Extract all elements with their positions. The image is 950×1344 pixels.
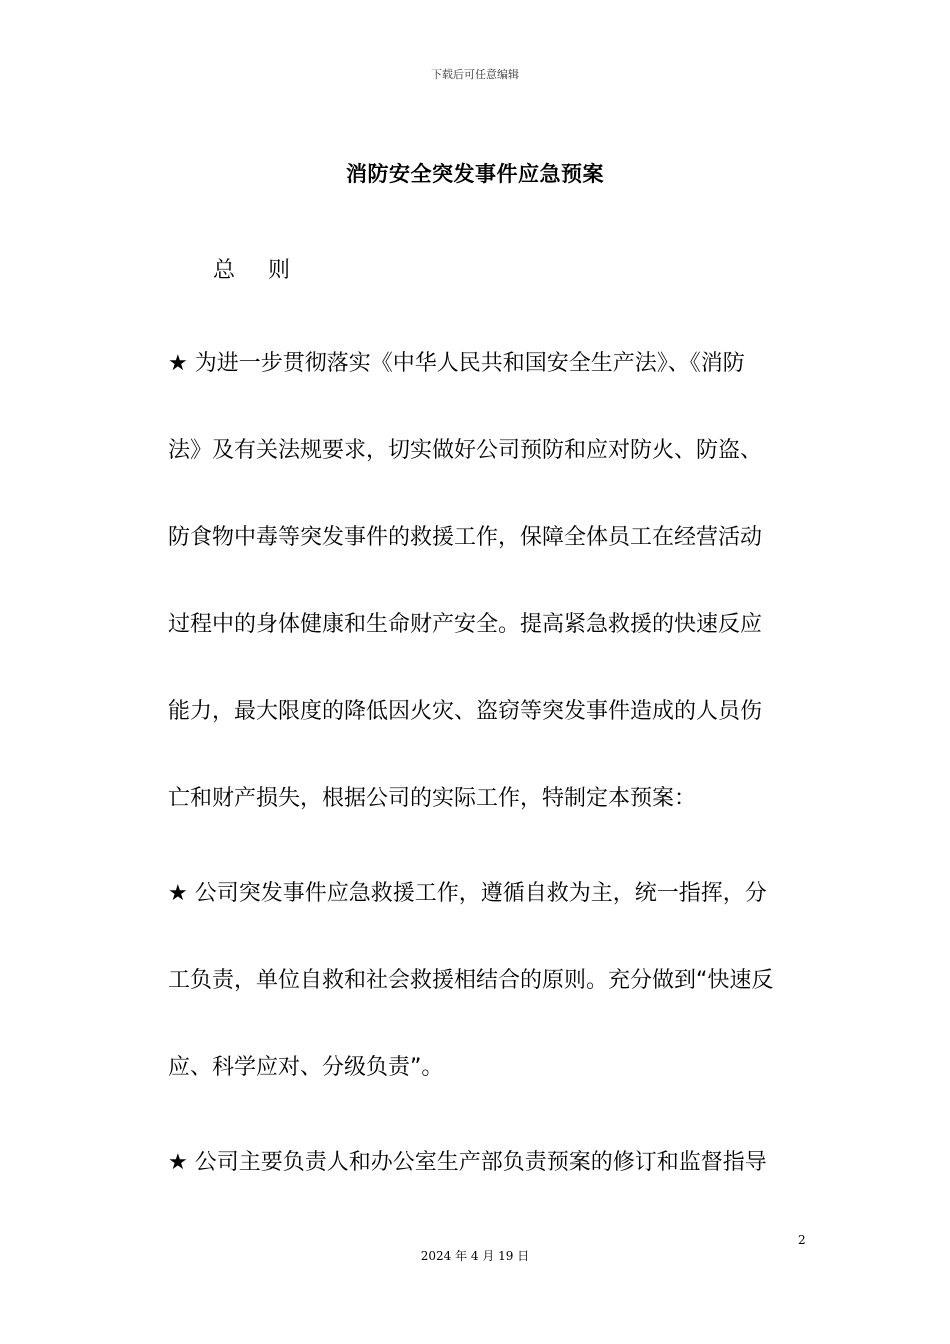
body-line: ★ 公司突发事件应急救援工作，遵循自救为主，统一指挥，分 bbox=[168, 881, 767, 906]
body-line: 亡和财产损失，根据公司的实际工作，特制定本预案： bbox=[168, 786, 697, 811]
body-line: 过程中的身体健康和生命财产安全。提高紧急救援的快速反应 bbox=[168, 612, 763, 637]
body-line: 工负责，单位自救和社会救援相结合的原则。充分做到“快速反 bbox=[168, 968, 774, 993]
body-line: 法》及有关法规要求，切实做好公司预防和应对防火、防盗、 bbox=[168, 438, 763, 463]
page-number: 2 bbox=[798, 1233, 806, 1247]
body-line: 防食物中毒等突发事件的救援工作，保障全体员工在经营活动 bbox=[168, 525, 763, 550]
body-line: 能力，最大限度的降低因火灾、盗窃等突发事件造成的人员伤 bbox=[168, 699, 763, 724]
body-line: ★ 公司主要负责人和办公室生产部负责预案的修订和监督指导 bbox=[168, 1150, 767, 1175]
document-title: 消防安全突发事件应急预案 bbox=[346, 162, 604, 186]
header-note: 下载后可任意编辑 bbox=[431, 68, 519, 81]
section-heading: 总 则 bbox=[213, 258, 291, 283]
body-line: ★ 为进一步贯彻落实《中华人民共和国安全生产法》、《消防 bbox=[168, 351, 745, 376]
body-line: 应、科学应对、分级负责”。 bbox=[168, 1055, 444, 1080]
footer-date: 2024 年 4 月 19 日 bbox=[420, 1249, 530, 1263]
